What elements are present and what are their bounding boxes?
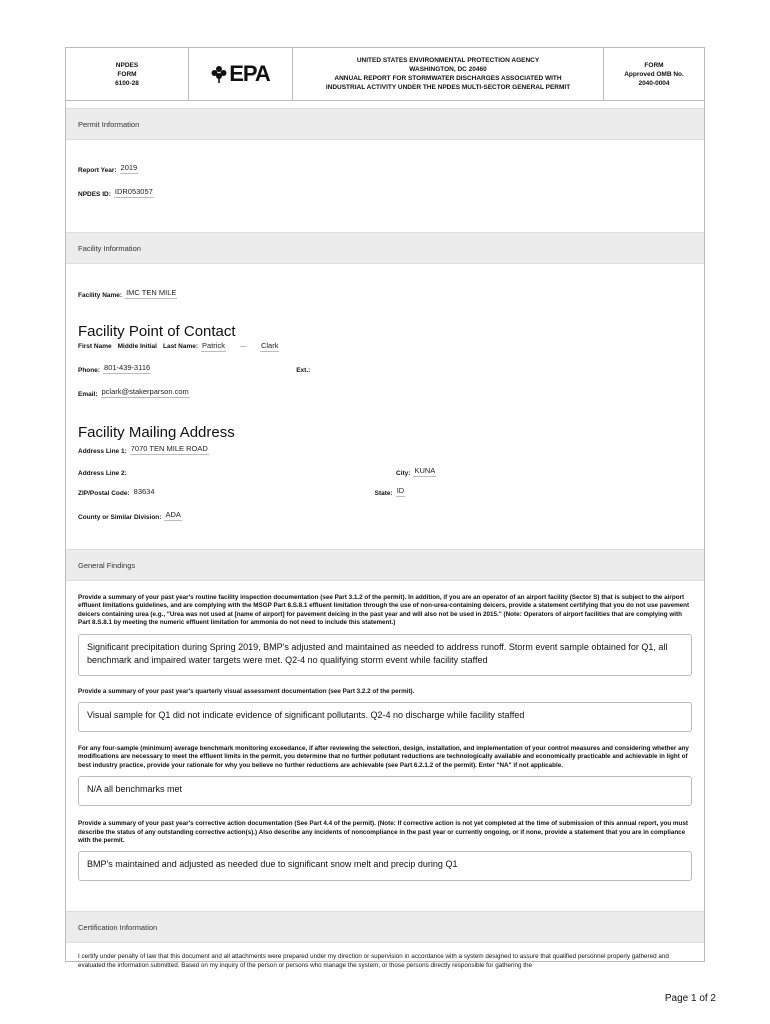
form-number-line: NPDES xyxy=(115,61,139,69)
agency-line: UNITED STATES ENVIRONMENTAL PROTECTION AGENCY xyxy=(356,57,540,64)
agency-title xyxy=(293,48,604,100)
contact-name-row xyxy=(78,340,692,352)
address-line2-label: Address Line 2: xyxy=(78,470,127,477)
last-name-field[interactable]: Clark xyxy=(260,340,279,350)
inspection-answer-box[interactable]: Significant precipitation during Spring 2019, BMP's adjusted and maintained as needed to address runoff. Storm event sample obtained for Q1, all benchmark and impaired water targets were met. Q2-4 no qualifying storm event while facility staffed xyxy=(78,634,692,676)
certification-information-band: Certification Information xyxy=(66,911,704,943)
address-line2-row xyxy=(78,455,692,477)
last-name-label: Last Name: xyxy=(162,342,199,350)
corrective-action-answer-box[interactable]: BMP's maintained and adjusted as needed due to significant snow melt and precip during Q1 xyxy=(78,851,692,881)
agency-line: INDUSTRIAL ACTIVITY UNDER THE NPDES MULTI-SECTOR GENERAL PERMIT xyxy=(325,84,571,91)
certification-text: I certify under penalty of law that this document and all attachments were prepared under my direction or supervision in accordance with a system designed to assure that qualified personnel properly gathered and evaluated the information submitted. Based on my inquiry of the person or persons who manage the system, or those persons directly responsible for gathering the xyxy=(78,953,669,969)
epa-logo xyxy=(189,48,293,100)
form-number xyxy=(66,48,189,100)
epa-flower-icon xyxy=(211,65,227,83)
mailing-address-title: Facility Mailing Address xyxy=(78,424,235,441)
phone-field[interactable]: 801-439-3116 xyxy=(104,363,151,372)
facility-name-field[interactable]: IMC TEN MILE xyxy=(126,288,177,297)
agency-line: WASHINGTON, DC 20460 xyxy=(409,66,487,73)
omb-line: 2040-0004 xyxy=(638,79,670,87)
facility-name-label: Facility Name: xyxy=(78,292,123,299)
report-year-label: Report Year: xyxy=(78,167,117,174)
first-name-field[interactable]: Patrick xyxy=(202,340,225,350)
npdes-id-label: NPDES ID: xyxy=(78,191,111,198)
report-year-row xyxy=(78,140,692,174)
address-line1-label: Address Line 1: xyxy=(78,448,127,455)
email-label: Email: xyxy=(78,391,98,398)
facility-name-row xyxy=(78,264,692,299)
phone-label: Phone: xyxy=(78,367,101,374)
county-row xyxy=(78,497,692,521)
benchmark-question: For any four-sample (minimum) average benchmark monitoring exceedance, if after reviewing the selection, design, installation, and implementation of your control measures and considering whether any modifications are necessary to meet the effluent limits in the permit, you determine that no further pollutant reductions are technologically available and economically practicable and achievable in light of best industry practice, provide your rationale for why you believe no further reductions are achievable (see Part 6.2.1.2 of the permit). Enter "NA" if not applicable. xyxy=(78,745,689,769)
npdes-id-field[interactable]: IDR053057 xyxy=(114,187,153,196)
zip-label: ZIP/Postal Code: xyxy=(78,490,130,497)
omb-line: Approved OMB No. xyxy=(624,70,684,78)
zip-field[interactable]: 83634 xyxy=(133,487,155,496)
epa-logo-group xyxy=(211,61,270,87)
state-field[interactable]: ID xyxy=(396,486,405,495)
middle-initial-label: Middle Initial xyxy=(117,342,157,350)
npdes-id-row xyxy=(78,174,692,198)
form-page xyxy=(65,47,705,969)
middle-initial-field[interactable] xyxy=(240,345,246,347)
omb-line: FORM xyxy=(644,61,664,69)
point-of-contact-title: Facility Point of Contact xyxy=(78,323,236,340)
report-year-field[interactable]: 2019 xyxy=(120,163,138,172)
agency-line: ANNUAL REPORT FOR STORMWATER DISCHARGES ASSOCIATED WITH xyxy=(334,75,562,82)
phone-row xyxy=(78,352,692,374)
benchmark-answer-box[interactable]: N/A all benchmarks met xyxy=(78,776,692,806)
page-number: Page 1 of 2 xyxy=(664,993,716,1004)
state-label: State: xyxy=(374,490,393,497)
omb-approval xyxy=(604,48,704,100)
inspection-question: Provide a summary of your past year's routine facility inspection documentation (see Part 3.1.2 of the permit). In addition, if you are an operator of an airport facility (Sector S) that is subject to the airport effluent limitations guidelines, and are complying with the MSGP Part 8.S.8.1 effluent limitation through the use of non-urea-containing deicers, provide a statement certifying that you do not use pavement deicers containing urea (e.g., "Urea was not used at [name of airport] for pavement deicing in the past year and will also not be used in 2015." (Note: Operators of airport facilities that are complying with Part 8.S.8.1 by meeting the numeric effluent limitation for ammonia do not need to include this statement.) xyxy=(78,594,690,627)
form-header xyxy=(66,48,704,101)
general-findings-band: General Findings xyxy=(66,549,704,581)
address-line1-row xyxy=(78,441,692,455)
city-field[interactable]: KUNA xyxy=(414,466,436,475)
city-label: City: xyxy=(396,470,411,477)
epa-logo-text: EPA xyxy=(229,61,270,86)
county-field[interactable]: ADA xyxy=(165,510,181,519)
facility-information-band: Facility Information xyxy=(66,232,704,264)
email-row xyxy=(78,374,692,398)
permit-information-band: Permit Information xyxy=(66,108,704,140)
corrective-action-question: Provide a summary of your past year's corrective action documentation (See Part 4.4 of the permit). (Note: If corrective action is not yet completed at the time of submission of this annual report, you must describe the status of any outstanding corrective action(s).) Also describe any incidents of noncompliance in the past year or currently ongoing, or if none, provide a statement that you are in compliance with the permit. xyxy=(78,820,688,845)
email-field[interactable]: pclark@stakerparson.com xyxy=(101,387,189,396)
form-number-line: 6100-28 xyxy=(115,79,139,87)
form-number-line: FORM xyxy=(117,70,137,78)
first-name-label: First Name xyxy=(78,342,112,350)
address-line1-field[interactable]: 7070 TEN MILE ROAD xyxy=(130,444,208,453)
zip-state-row xyxy=(78,477,692,497)
visual-assessment-answer-box[interactable]: Visual sample for Q1 did not indicate evidence of significant pollutants. Q2-4 no discharge while facility staffed xyxy=(78,702,692,732)
ext-label: Ext.: xyxy=(296,367,311,374)
county-label: County or Similar Division: xyxy=(78,514,162,521)
visual-assessment-question: Provide a summary of your past year's quarterly visual assessment documentation (see Part 3.2.2 of the permit). xyxy=(78,687,415,695)
